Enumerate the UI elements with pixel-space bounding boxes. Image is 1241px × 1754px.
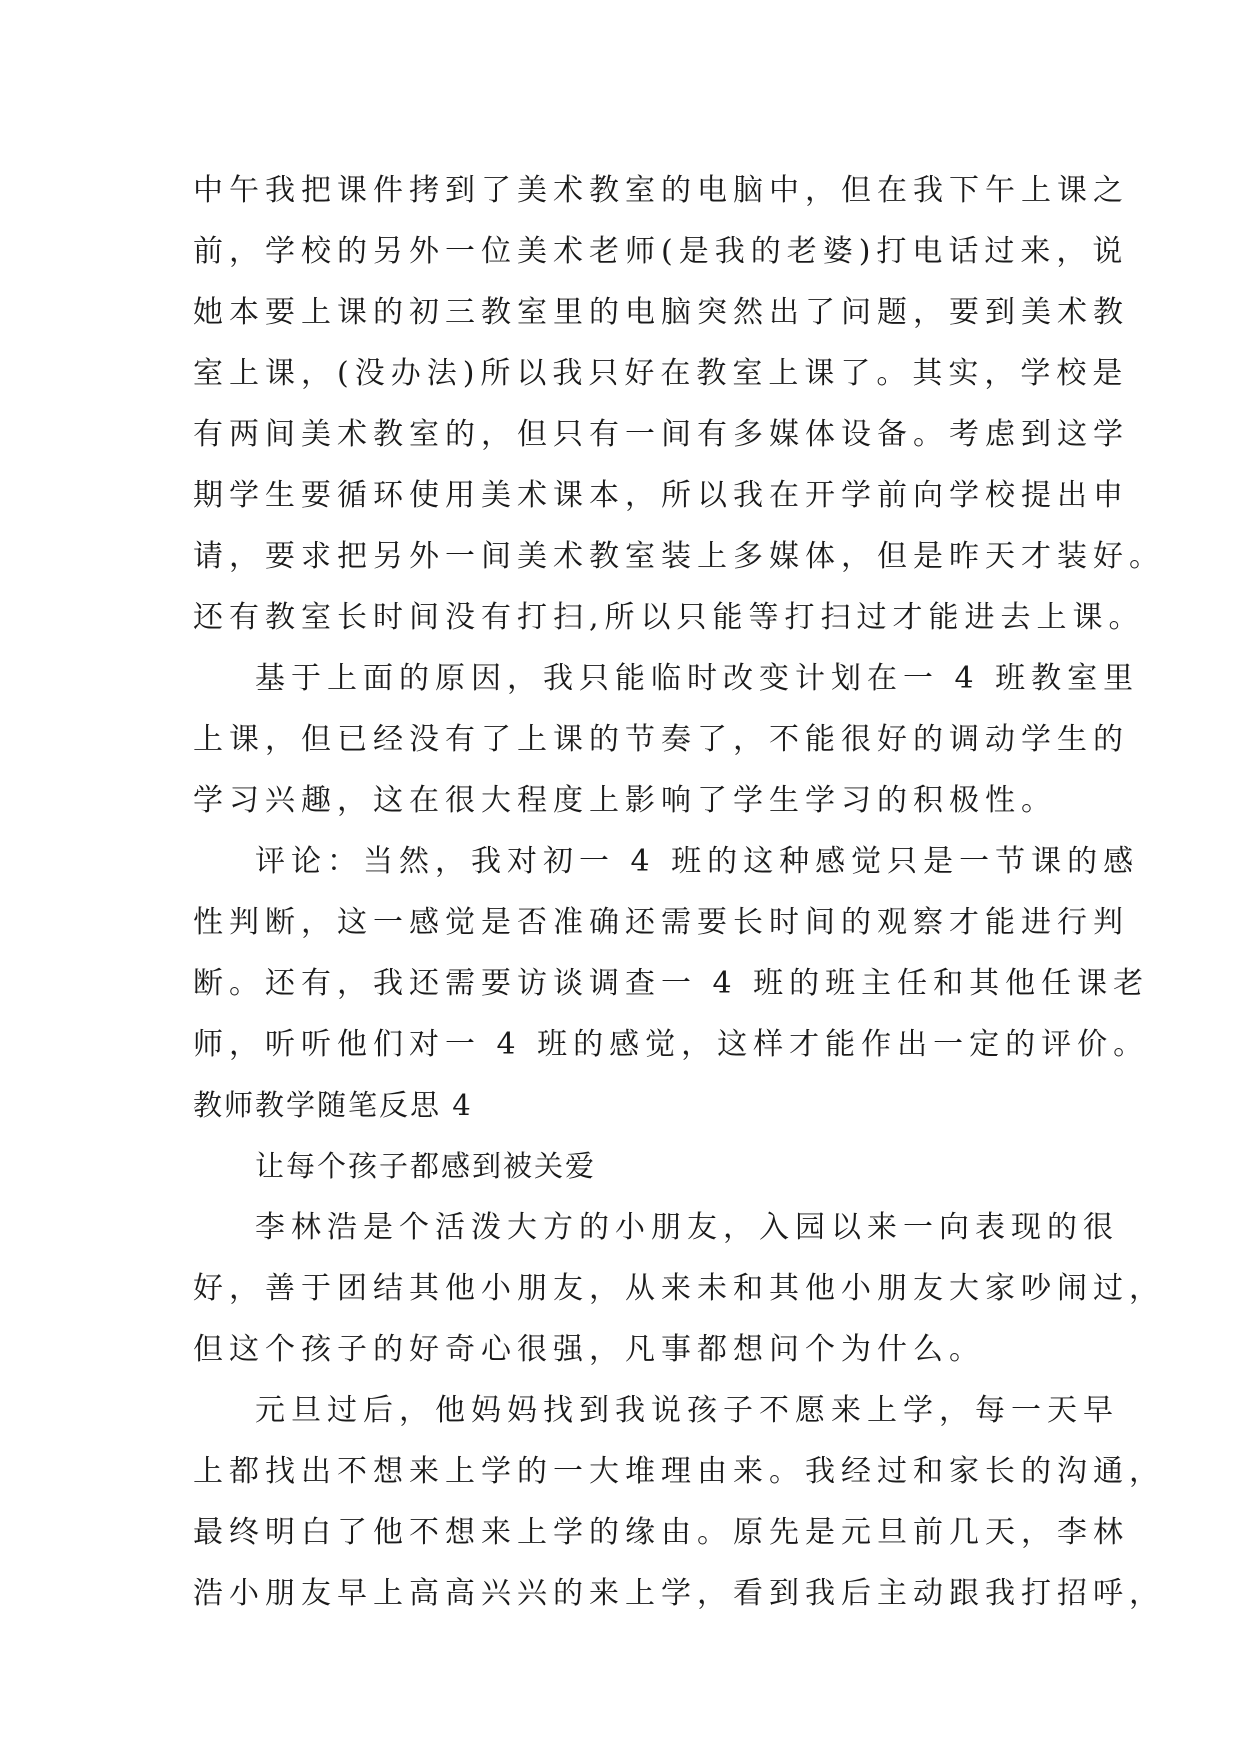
document-page [193, 160, 1165, 1624]
paragraph-line: 浩小朋友早上高高兴兴的来上学，看到我后主动跟我打招呼， [193, 1576, 1165, 1611]
paragraph-line: 上都找出不想来上学的一大堆理由来。我经过和家长的沟通， [193, 1454, 1165, 1489]
paragraph-line: 但这个孩子的好奇心很强，凡事都想问个为什么。 [193, 1332, 985, 1367]
section-heading: 教师教学随笔反思 4 [193, 1088, 473, 1122]
paragraph-line: 李林浩是个活泼大方的小朋友，入园以来一向表现的很 [255, 1210, 1119, 1245]
paragraph-line: 元旦过后，他妈妈找到我说孩子不愿来上学，每一天早 [255, 1393, 1119, 1428]
paragraph-line: 性判断，这一感觉是否准确还需要长时间的观察才能进行判 [193, 905, 1129, 940]
paragraph-line: 请，要求把另外一间美术教室装上多媒体，但是昨天才装好。 [193, 539, 1165, 574]
paragraph-line: 中午我把课件拷到了美术教室的电脑中，但在我下午上课之 [193, 173, 1129, 208]
paragraph-line: 还有教室长时间没有打扫,所以只能等打扫过才能进去上课。 [193, 600, 1145, 635]
paragraph-line: 评论：当然，我对初一 4 班的这种感觉只是一节课的感 [255, 844, 1140, 879]
paragraph-line: 断。还有，我还需要访谈调查一 4 班的班主任和其他任课老 [193, 966, 1150, 1001]
article-title: 让每个孩子都感到被关爱 [255, 1149, 597, 1183]
paragraph-line: 室上课，(没办法)所以我只好在教室上课了。其实，学校是 [193, 356, 1129, 391]
paragraph-line: 上课，但已经没有了上课的节奏了，不能很好的调动学生的 [193, 722, 1129, 757]
paragraph-line: 基于上面的原因，我只能临时改变计划在一 4 班教室里 [255, 661, 1140, 696]
paragraph-line: 期学生要循环使用美术课本，所以我在开学前向学校提出申 [193, 478, 1129, 513]
paragraph-line: 有两间美术教室的，但只有一间有多媒体设备。考虑到这学 [193, 417, 1129, 452]
paragraph-line: 她本要上课的初三教室里的电脑突然出了问题，要到美术教 [193, 295, 1129, 330]
paragraph-line: 好，善于团结其他小朋友，从来未和其他小朋友大家吵闹过， [193, 1271, 1165, 1306]
paragraph-line: 师，听听他们对一 4 班的感觉，这样才能作出一定的评价。 [193, 1027, 1150, 1062]
paragraph-line: 前，学校的另外一位美术老师(是我的老婆)打电话过来，说 [193, 234, 1129, 269]
paragraph-line: 最终明白了他不想来上学的缘由。原先是元旦前几天，李林 [193, 1515, 1129, 1550]
paragraph-line: 学习兴趣，这在很大程度上影响了学生学习的积极性。 [193, 783, 1057, 818]
